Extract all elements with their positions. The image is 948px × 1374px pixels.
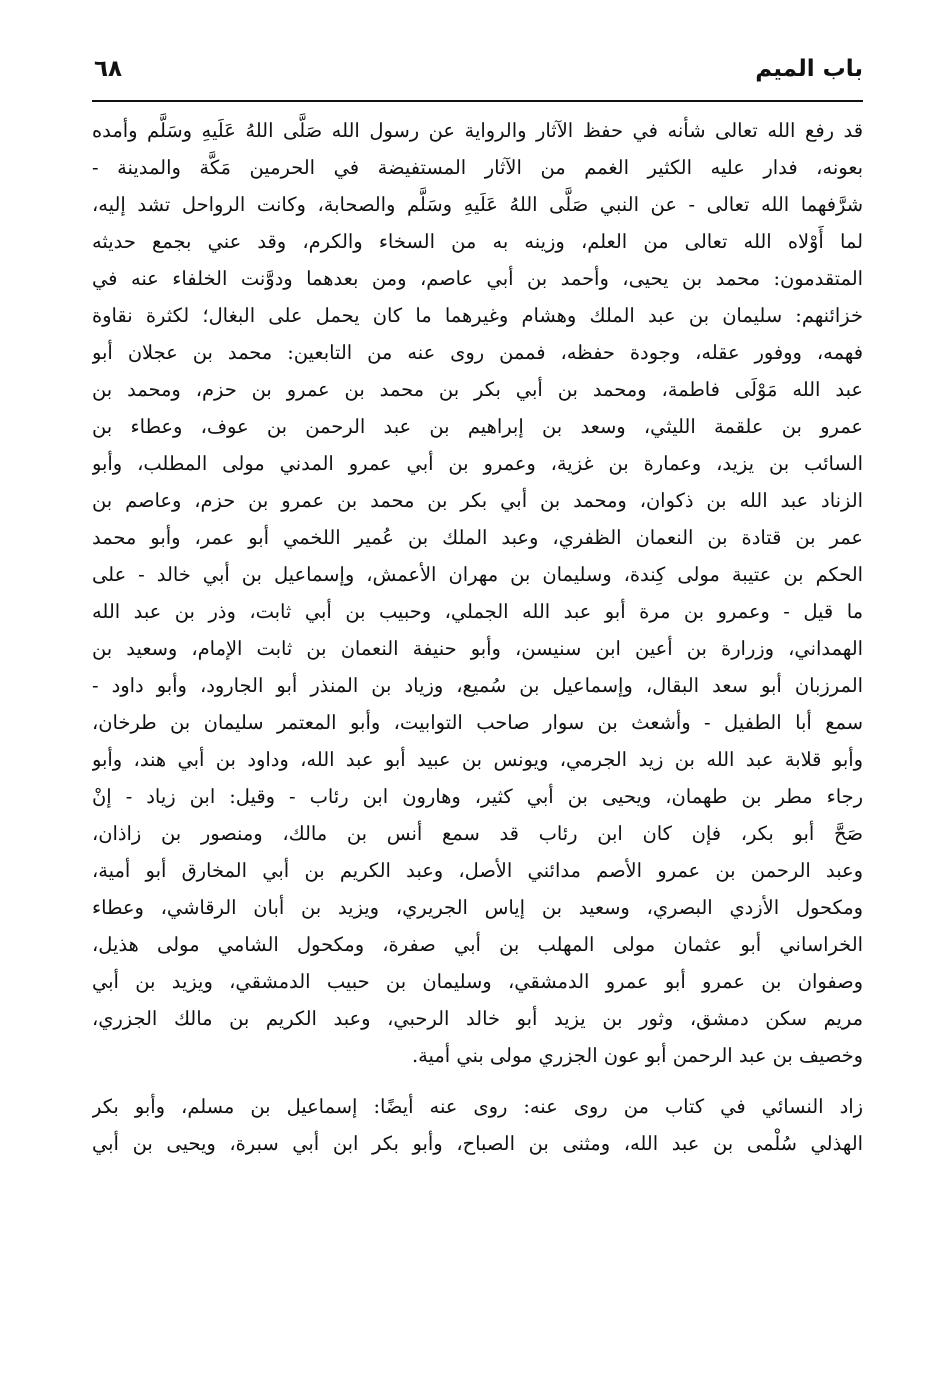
paragraph: [92, 112, 863, 1074]
text-line: وصفوان بن عمرو أبو عمرو الدمشقي، وسليمان بن حبيب الدمشقي، ويزيد بن أبي: [92, 970, 863, 993]
text-line: ما قيل - وعمرو بن مرة أبو عبد الله الجملي، وحبيب بن أبي ثابت، وذر بن عبد الله: [92, 600, 863, 623]
chapter-title: باب الميم: [755, 56, 863, 82]
text-line: السائب بن يزيد، وعمارة بن غزية، وعمرو بن أبي عمرو المدني مولى المطلب، وأبو: [92, 452, 863, 475]
text-line: شرَّفهما الله تعالى - عن النبي صَلَّى اللهُ عَلَيهِ وسَلَّم والصحابة، وكانت الرواحل تشد إليه،: [92, 193, 863, 216]
text-line: عمر بن قتادة بن النعمان الظفري، وعبد الملك بن عُمير اللخمي أبو عمر، وأبو محمد: [92, 526, 863, 549]
text-line: الحكم بن عتيبة مولى كِندة، وسليمان بن مهران الأعمش، وإسماعيل بن أبي خالد - على: [92, 563, 863, 586]
text-line: بعونه، فدار عليه الكثير الغمم من الآثار المستفيضة في الحرمين مَكَّة والمدينة -: [92, 156, 863, 179]
book-page: [92, 50, 863, 1340]
page-number: ٦٨: [94, 56, 123, 82]
text-line: صَحَّ أبو بكر، فإن كان ابن رئاب قد سمع أنس بن مالك، ومنصور بن زاذان،: [92, 822, 863, 845]
text-line: مريم سكن دمشق، وثور بن يزيد أبو خالد الرحبي، وعبد الكريم بن مالك الجزري،: [92, 1007, 863, 1030]
text-line: سمع أبا الطفيل - وأشعث بن سوار صاحب التوابيت، وأبو المعتمر سليمان بن طرخان،: [92, 711, 863, 734]
text-line: لما أَوْلاه الله تعالى من العلم، وزينه به من السخاء والكرم، وقد عني بجمع حديثه: [92, 230, 863, 253]
text-line: الهمداني، وزرارة بن أعين ابن سنيسن، وأبو حنيفة النعمان بن ثابت الإمام، وسعيد بن: [92, 637, 863, 660]
paragraph: [92, 1088, 863, 1162]
text-line: المرزبان أبو سعد البقال، وإسماعيل بن سُميع، وزياد بن المنذر أبو الجارود، وأبو داود -: [92, 674, 863, 697]
text-line: رجاء مطر بن طهمان، ويحيى بن أبي كثير، وهارون ابن رئاب - وقيل: ابن زياد - إنْ: [92, 785, 863, 808]
text-line: ومكحول الأزدي البصري، وسعيد بن إياس الجريري، ويزيد بن أبان الرقاشي، وعطاء: [92, 896, 863, 919]
text-line: الهذلي سُلْمى بن عبد الله، ومثنى بن الصباح، وأبو بكر ابن أبي سبرة، ويحيى بن أبي: [92, 1132, 863, 1155]
text-line: وعبد الرحمن بن عمرو الأصم مدائني الأصل، وعبد الكريم بن أبي المخارق أبو أمية،: [92, 859, 863, 882]
text-line: الخراساني أبو عثمان مولى المهلب بن أبي صفرة، ومكحول الشامي مولى هذيل،: [92, 933, 863, 956]
text-line: خزائنهم: سليمان بن عبد الملك وهشام وغيرهما ما كان يحمل على البغال؛ لكثرة نقاوة: [92, 304, 863, 327]
text-line: وأبو قلابة عبد الله بن زيد الجرمي، ويونس بن عبيد أبو عبد الله، وداود بن أبي هند، وأبو: [92, 748, 863, 771]
text-line: عبد الله مَوْلَى فاطمة، ومحمد بن أبي بكر بن محمد بن عمرو بن حزم، ومحمد بن: [92, 378, 863, 401]
running-header: [92, 50, 863, 102]
text-line: زاد النسائي في كتاب من روى عنه: روى عنه أيضًا: إسماعيل بن مسلم، وأبو بكر: [92, 1095, 863, 1118]
text-line: قد رفع الله تعالى شأنه في حفظ الآثار والرواية عن رسول الله صَلَّى اللهُ عَلَيهِ وسَلَّم وأمده: [92, 119, 863, 142]
text-line: المتقدمون: محمد بن يحيى، وأحمد بن أبي عاصم، ومن بعدهما ودوَّنت الخلفاء عنه في: [92, 267, 863, 290]
text-line: وخصيف بن عبد الرحمن أبو عون الجزري مولى بني أمية.: [411, 1044, 863, 1067]
text-line: الزناد عبد الله بن ذكوان، ومحمد بن أبي بكر بن محمد بن عمرو بن حزم، وعاصم بن: [92, 489, 863, 512]
text-line: فهمه، ووفور عقله، وجودة حفظه، فممن روى عنه من التابعين: محمد بن عجلان أبو: [92, 341, 863, 364]
text-line: عمرو بن علقمة الليثي، وسعد بن إبراهيم بن عبد الرحمن بن عوف، وعطاء بن: [92, 415, 863, 438]
body-text: [92, 112, 863, 1162]
